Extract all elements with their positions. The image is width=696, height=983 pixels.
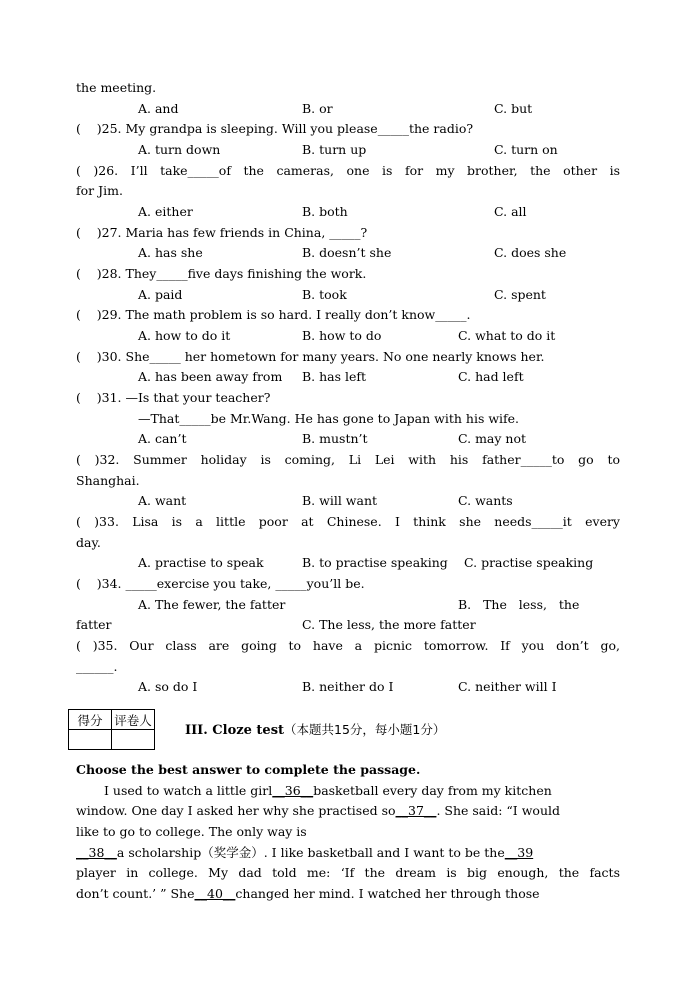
question-24-tail: the meeting. (76, 80, 157, 95)
cloze-text: basketball every day from my kitchen (313, 783, 552, 798)
question-28: ( )28. They_____five days finishing the work. (76, 266, 367, 281)
question-26-cont: for Jim. (76, 183, 123, 198)
q26-option-c: C. all (494, 204, 527, 219)
q34-option-c: C. The less, the more fatter (302, 617, 476, 632)
blank-37[interactable]: __37__ (395, 803, 437, 818)
cloze-line-6 (76, 886, 540, 902)
cloze-line-3: like to go to college. The only way is (76, 824, 307, 839)
section-title: III. Cloze test (185, 723, 285, 738)
q33-option-a: A. practise to speak (138, 555, 264, 570)
q24-option-b: B. or (302, 101, 333, 116)
q33-option-b: B. to practise speaking (302, 555, 448, 570)
question-32: ( )32. Summer holiday is coming, Li Lei with his father_____to go to (76, 452, 620, 467)
score-table (68, 709, 155, 750)
cloze-text: a scholarship（奖学金）. I like basketball and I want to be the (116, 845, 505, 860)
blank-39[interactable]: __39 (504, 845, 534, 860)
q35-option-c: C. neither will I (458, 679, 557, 694)
q27-option-a: A. has she (138, 245, 203, 260)
q24-option-a: A. and (138, 101, 179, 116)
grader-cell[interactable] (112, 730, 155, 750)
q34-option-a: A. The fewer, the fatter (138, 597, 286, 612)
question-31-reply: —That_____be Mr.Wang. He has gone to Japan with his wife. (138, 411, 520, 426)
cloze-instruction: Choose the best answer to complete the passage. (76, 762, 421, 777)
q28-option-a: A. paid (138, 287, 183, 302)
q31-option-c: C. may not (458, 431, 527, 446)
q25-option-a: A. turn down (138, 142, 221, 157)
blank-40[interactable]: __40__ (194, 886, 236, 901)
q25-option-c: C. turn on (494, 142, 558, 157)
q29-option-b: B. how to do (302, 328, 382, 343)
question-35: ( )35. Our class are going to have a picnic tomorrow. If you don’t go, (76, 638, 620, 653)
q35-option-b: B. neither do I (302, 679, 394, 694)
q31-option-b: B. mustn’t (302, 431, 368, 446)
q32-option-a: A. want (138, 493, 187, 508)
blank-38[interactable]: __38__ (76, 845, 117, 860)
question-29: ( )29. The math problem is so hard. I really don’t know_____. (76, 307, 471, 322)
q28-option-c: C. spent (494, 287, 546, 302)
q30-option-c: C. had left (458, 369, 524, 384)
cloze-text: I used to watch a little girl (104, 783, 273, 798)
q34-option-b-cont: fatter (76, 617, 112, 632)
question-26: ( )26. I’ll take_____of the cameras, one is for my brother, the other is (76, 163, 620, 178)
question-32-cont: Shanghai. (76, 473, 140, 488)
question-33-cont: day. (76, 535, 101, 550)
q30-option-a: A. has been away from (138, 369, 283, 384)
score-cell[interactable] (69, 730, 112, 750)
question-33: ( )33. Lisa is a little poor at Chinese. I think she needs_____it every (76, 514, 620, 529)
section-heading (185, 720, 445, 738)
question-35-cont: ______. (76, 659, 118, 674)
question-27: ( )27. Maria has few friends in China, _____? (76, 225, 368, 240)
q34-option-b: B. The less, the (458, 597, 580, 612)
cloze-line-5: player in college. My dad told me: ‘If the dream is big enough, the facts (76, 865, 620, 880)
q27-option-c: C. does she (494, 245, 567, 260)
q25-option-b: B. turn up (302, 142, 367, 157)
question-31: ( )31. —Is that your teacher? (76, 390, 271, 405)
grader-header: 评卷人 (112, 710, 155, 730)
cloze-text: window. One day I asked her why she practised so (76, 803, 396, 818)
section-note: （本题共15分，每小题1分） (284, 722, 446, 737)
q27-option-b: B. doesn’t she (302, 245, 392, 260)
q28-option-b: B. took (302, 287, 347, 302)
q24-option-c: C. but (494, 101, 533, 116)
question-34: ( )34. _____exercise you take, _____you’ll be. (76, 576, 365, 591)
question-30: ( )30. She_____ her hometown for many years. No one nearly knows her. (76, 349, 545, 364)
cloze-text: . She said: “I would (436, 803, 560, 818)
cloze-line-2 (76, 803, 560, 819)
cloze-line-4 (76, 845, 533, 861)
blank-36[interactable]: __36__ (272, 783, 314, 798)
q31-option-a: A. can’t (138, 431, 187, 446)
q29-option-c: C. what to do it (458, 328, 556, 343)
q33-option-c: C. practise speaking (464, 555, 594, 570)
q29-option-a: A. how to do it (138, 328, 231, 343)
q26-option-b: B. both (302, 204, 348, 219)
q26-option-a: A. either (138, 204, 193, 219)
q32-option-c: C. wants (458, 493, 513, 508)
q32-option-b: B. will want (302, 493, 378, 508)
question-25: ( )25. My grandpa is sleeping. Will you please_____the radio? (76, 121, 474, 136)
cloze-text: don’t count.’ ” She (76, 886, 195, 901)
score-header: 得分 (69, 710, 112, 730)
q35-option-a: A. so do I (138, 679, 198, 694)
cloze-line-1 (104, 783, 552, 799)
cloze-text: changed her mind. I watched her through those (235, 886, 540, 901)
q30-option-b: B. has left (302, 369, 367, 384)
